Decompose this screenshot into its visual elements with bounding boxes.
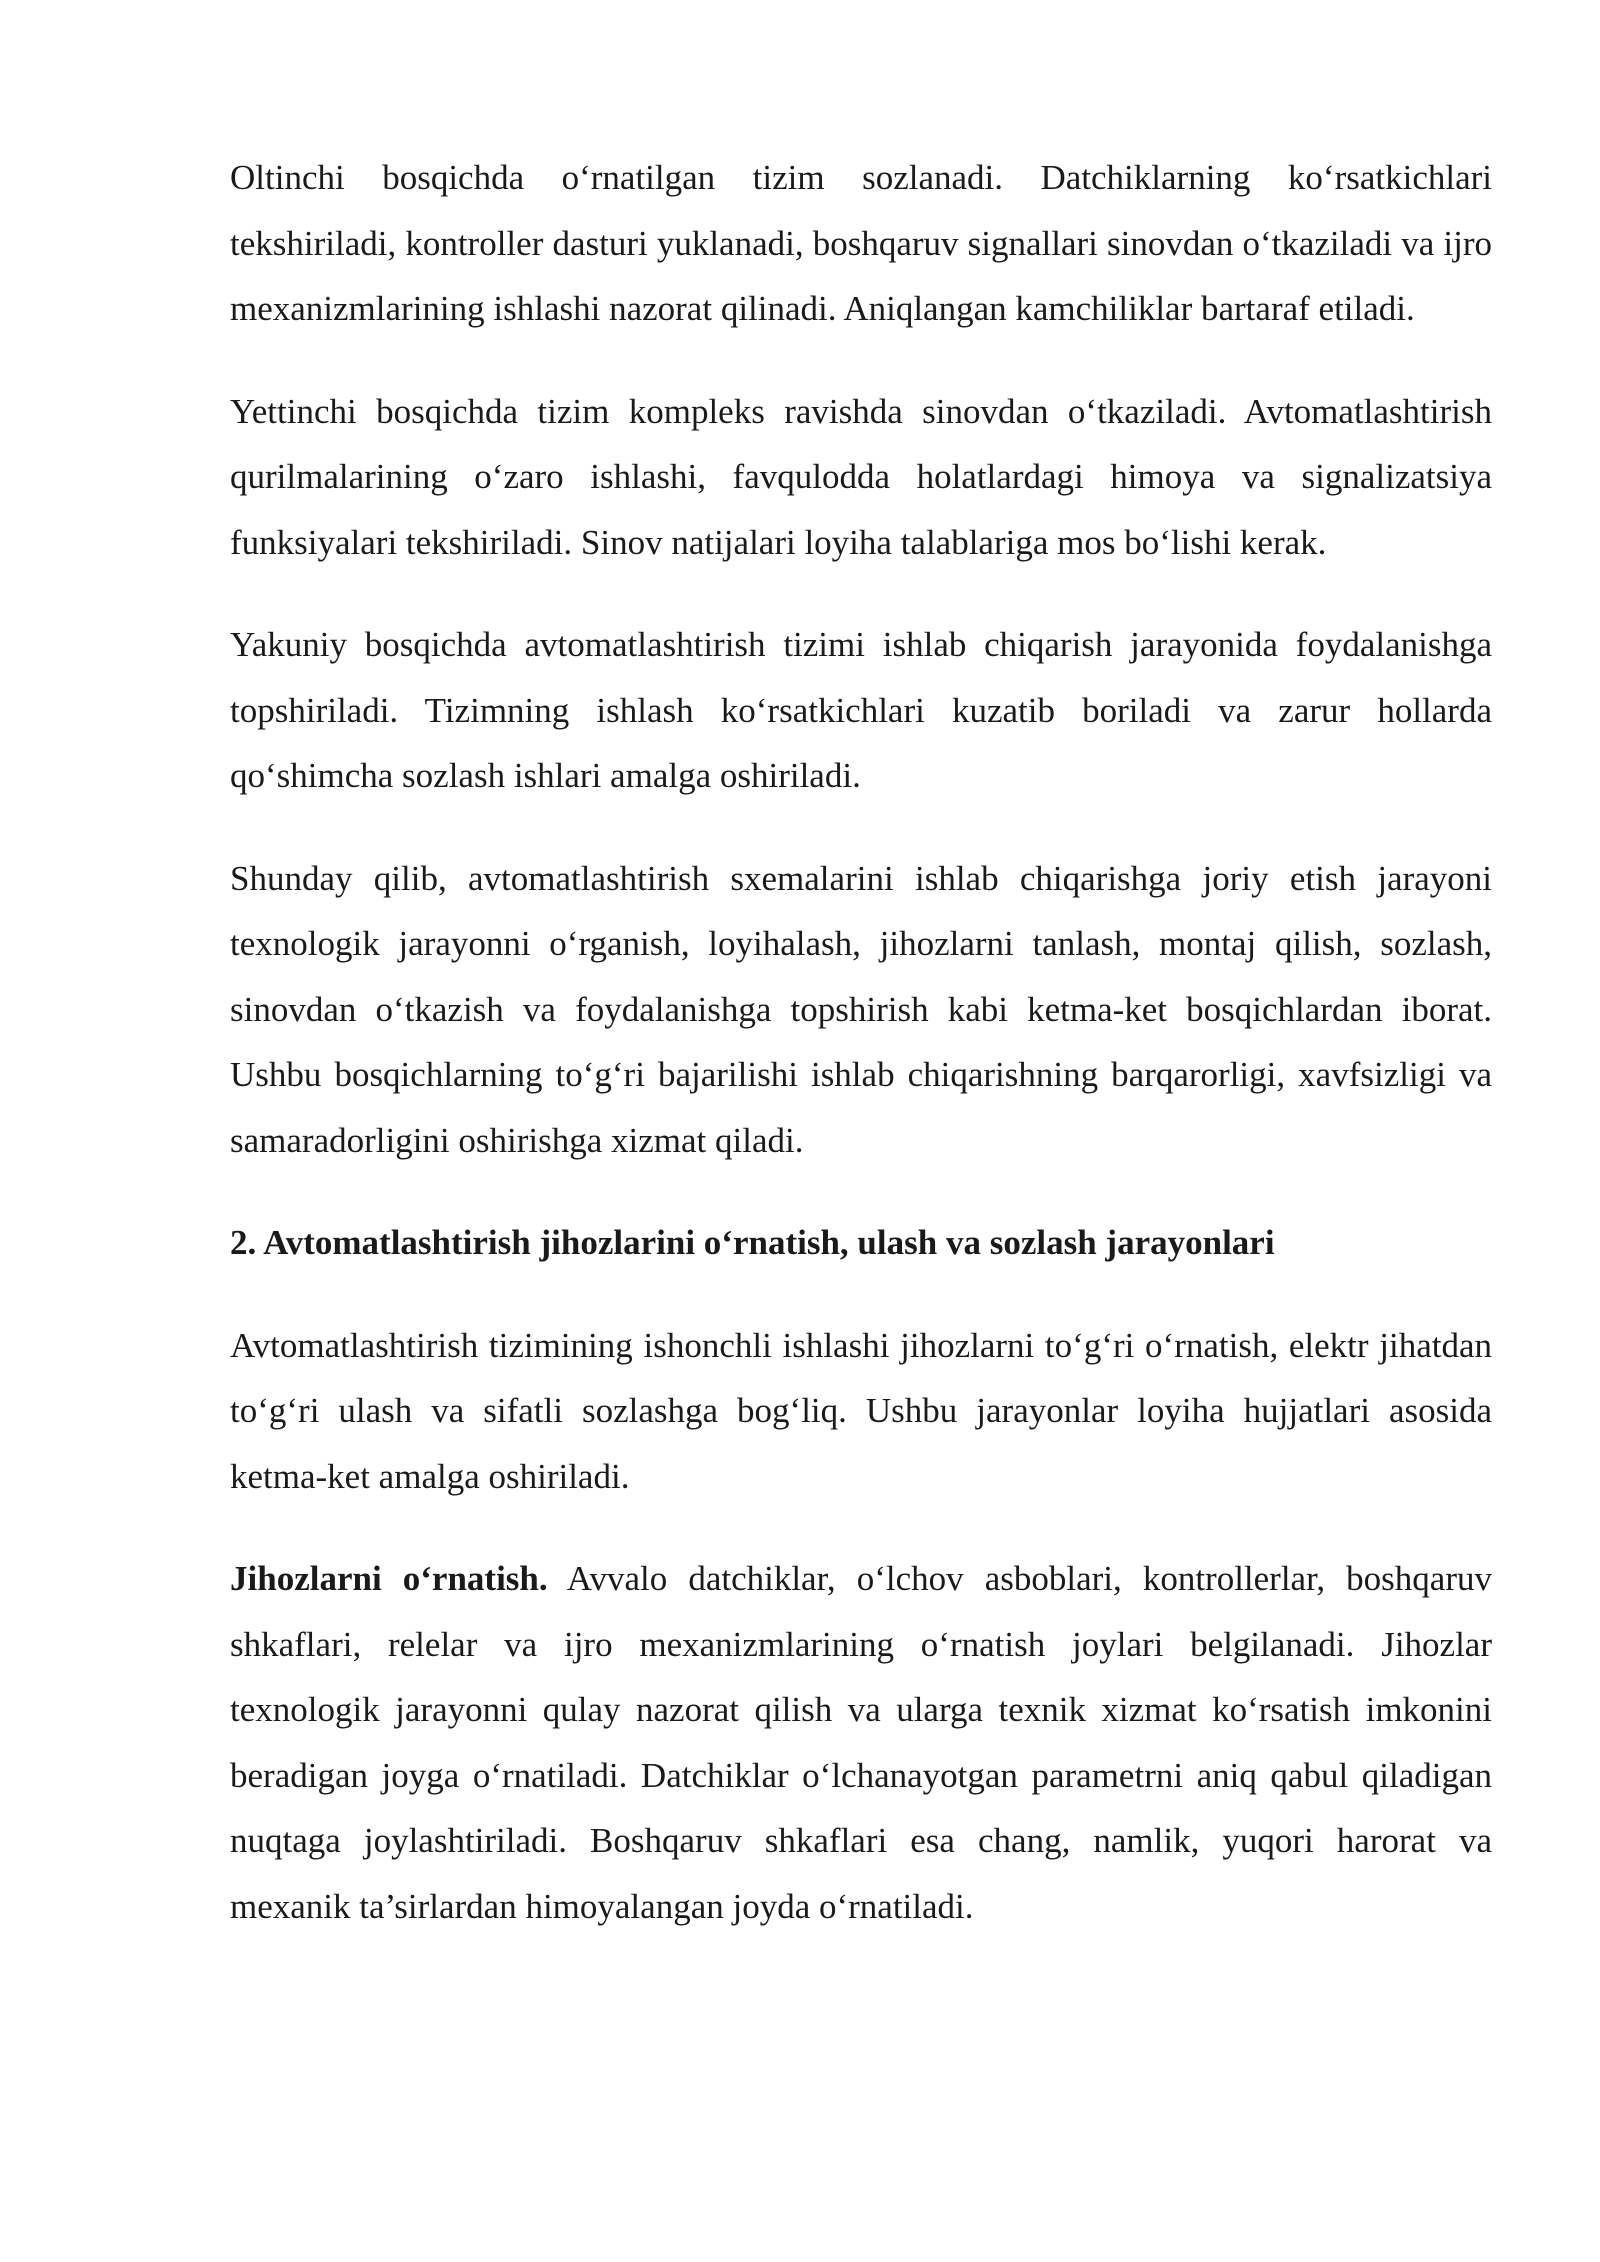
section-heading: 2. Avtomatlashtirish jihozlarini o‘rnatish, ulash va sozlash jarayonlari	[230, 1223, 1275, 1262]
paragraph-final-stage: Yakuniy bosqichda avtomatlashtirish tizimi ishlab chiqarish jarayonida foydalanishga topshiriladi. Tizimning ishlash ko‘rsatkichlari kuzatib boriladi va zarur hollarda qo‘shimcha sozlash ishlari amalga oshiriladi.	[230, 625, 1492, 795]
paragraph-sixth-stage: Oltinchi bosqichda o‘rnatilgan tizim sozlanadi. Datchiklarning ko‘rsatkichlari tekshiriladi, kontroller dasturi yuklanadi, boshqaruv signallari sinovdan o‘tkaziladi va ijro mexanizmlarining ishlashi nazorat qilinadi. Aniqlangan kamchiliklar bartaraf etiladi.	[230, 158, 1492, 328]
paragraph-body: Avvalo datchiklar, o‘lchov asboblari, kontrollerlar, boshqaruv shkaflari, relelar va ijro mexanizmlarining o‘rnatish joylari belgilanadi. Jihozlar texnologik jarayonni qulay nazorat qilish va ularga texnik xizmat ko‘rsatish imkonini beradigan joyga o‘rnatiladi. Datchiklar o‘lchanayotgan parametrni aniq qabul qiladigan nuqtaga joylashtiriladi. Boshqaruv shkaflari esa chang, namlik, yuqori harorat va mexanik ta’sirlardan himoyalangan joyda o‘rnatiladi.	[230, 1559, 1492, 1926]
paragraph-summary: Shunday qilib, avtomatlashtirish sxemalarini ishlab chiqarishga joriy etish jarayoni texnologik jarayonni o‘rganish, loyihalash, jihozlarni tanlash, montaj qilish, sozlash, sinovdan o‘tkazish va foydalanishga topshirish kabi ketma-ket bosqichlardan iborat. Ushbu bosqichlarning to‘g‘ri bajarilishi ishlab chiqarishning barqarorligi, xavfsizligi va samaradorligini oshirishga xizmat qiladi.	[230, 858, 1492, 1160]
paragraph-lead-bold: Jihozlarni o‘rnatish.	[230, 1559, 548, 1598]
paragraph-seventh-stage: Yettinchi bosqichda tizim kompleks ravishda sinovdan o‘tkaziladi. Avtomatlashtirish qurilmalarining o‘zaro ishlashi, favqulodda holatlardagi himoya va signalizatsiya funksiyalari tekshiriladi. Sinov natijalari loyiha talablariga mos bo‘lishi kerak.	[230, 391, 1492, 562]
paragraph-section-intro: Avtomatlashtirish tizimining ishonchli ishlashi jihozlarni to‘g‘ri o‘rnatish, elektr jihatdan to‘g‘ri ulash va sifatli sozlashga bog‘liq. Ushbu jarayonlar loyiha hujjatlari asosida ketma-ket amalga oshiriladi.	[230, 1325, 1492, 1496]
paragraph-equipment-installation	[230, 1546, 1492, 1939]
document-page	[230, 145, 1492, 1976]
